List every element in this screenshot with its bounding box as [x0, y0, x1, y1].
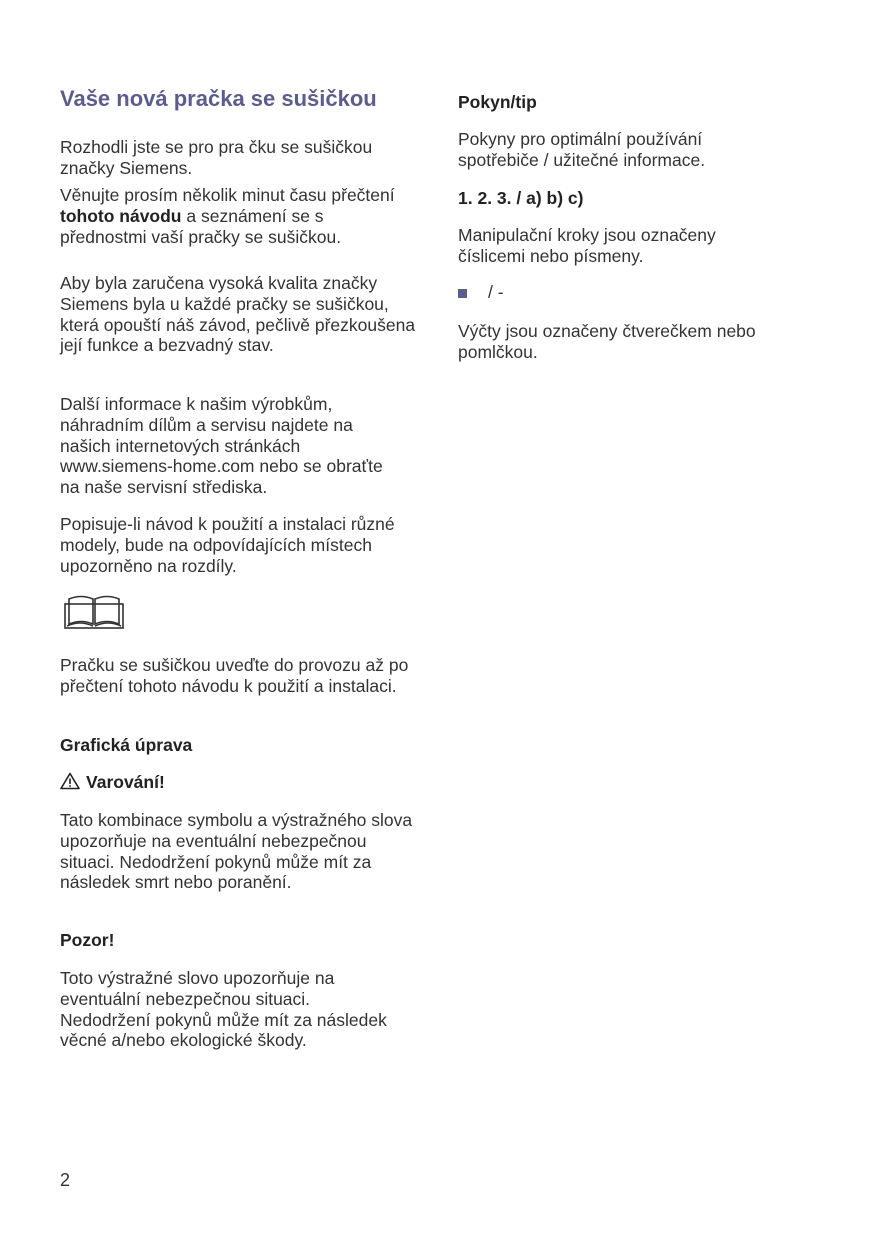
caution-heading: Pozor!: [60, 930, 115, 950]
intro-paragraph: Rozhodli jste se pro pra čku se sušičkou značky Siemens.: [60, 137, 373, 178]
read-manual-paragraph: [60, 185, 400, 247]
steps-paragraph: Manipulační kroky jsou označeny číslicemi nebo písmeny.: [458, 225, 716, 266]
tip-heading: Pokyn/tip: [458, 92, 537, 112]
page-title: Vaše nová pračka se sušičkou: [60, 86, 377, 111]
tip-paragraph: Pokyny pro optimální používání spotřebiče / užitečné informace.: [458, 129, 706, 170]
models-paragraph: Popisuje-li návod k použití a instalaci různé modely, bude na odpovídajících místech upozorněno na rozdíly.: [60, 514, 395, 576]
page-number: 2: [60, 1170, 71, 1190]
read-bold-text: tohoto návodu: [60, 205, 182, 226]
square-bullet-icon: [458, 289, 467, 298]
read-before-text: Věnujte prosím několik minut času přečtení: [60, 185, 395, 205]
book-icon: [63, 590, 125, 630]
warning-heading-label: Varování!: [86, 772, 165, 792]
caution-paragraph: Toto výstražné slovo upozorňuje na eventuální nebezpečnou situaci. Nedodržení pokynů může mít za následek věcné a/nebo ekologické škody.: [60, 968, 387, 1051]
read-after-text: a seznámení se s přednostmi vaší pračky se sušičkou.: [60, 205, 342, 247]
warning-heading: [60, 772, 165, 793]
steps-heading: 1. 2. 3. / a) b) c): [458, 188, 584, 208]
operate-paragraph: Pračku se sušičkou uveďte do provozu až po přečtení tohoto návodu k použití a instalaci.: [60, 655, 409, 696]
warning-paragraph: Tato kombinace symbolu a výstražného slova upozorňuje na eventuální nebezpečnou situaci. Nedodržení pokynů může mít za následek smrt nebo poranění.: [60, 810, 413, 893]
bullet-marker-text: / -: [488, 282, 504, 302]
lists-paragraph: Výčty jsou označeny čtverečkem nebo pomlčkou.: [458, 321, 756, 362]
warning-triangle-icon: [60, 772, 80, 790]
graphic-heading: Grafická úprava: [60, 735, 193, 755]
quality-paragraph: Aby byla zaručena vysoká kvalita značky Siemens byla u každé pračky se sušičkou, která opouští náš závod, pečlivě přezkoušena její funkce a bezvadný stav.: [60, 273, 416, 356]
info-paragraph: Další informace k našim výrobkům, náhradním dílům a servisu najdete na našich internetových stránkách www.siemens-home.com nebo se obraťte na naše servisní střediska.: [60, 394, 383, 498]
